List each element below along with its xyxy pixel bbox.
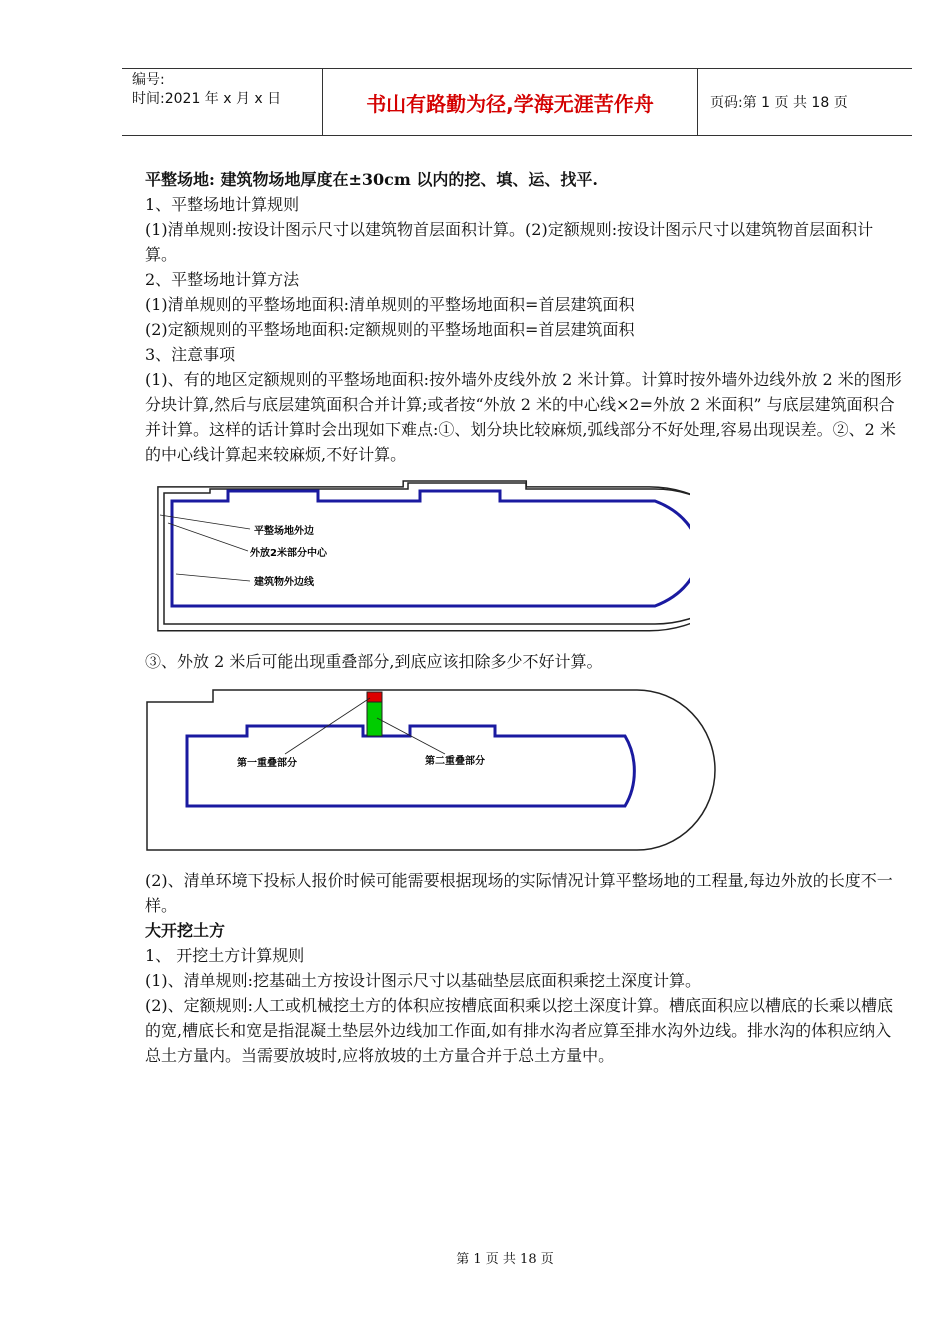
page-footer: 第 1 页 共 18 页 xyxy=(456,1252,554,1267)
section1-method-heading: 2、平整场地计算方法 xyxy=(145,270,300,289)
doc-number-label: 编号: xyxy=(132,72,165,88)
overlap-part-2 xyxy=(367,702,382,736)
section1-method-1: (1)清单规则的平整场地面积:清单规则的平整场地面积=首层建筑面积 xyxy=(145,295,635,314)
label-overlap-2: 第二重叠部分 xyxy=(425,756,485,767)
section2-rule-heading: 1、 开挖土方计算规则 xyxy=(145,946,305,965)
header-motto: 书山有路勤为径,学海无涯苦作舟 xyxy=(323,69,698,135)
figure-site-offset xyxy=(150,479,690,639)
label-site-outer: 平整场地外边 xyxy=(254,526,314,537)
section1-rule-text: (1)清单规则:按设计图示尺寸以建筑物首层面积计算。(2)定额规则:按设计图示尺寸以建筑物首层面积计算。 xyxy=(145,220,874,264)
label-offset-center: 外放2米部分中心 xyxy=(250,548,327,559)
section1-note-2: (2)、清单环境下投标人报价时候可能需要根据现场的实际情况计算平整场地的工程量,每边外放的长度不一样。 xyxy=(145,871,893,915)
section2-rule-1: (1)、清单规则:挖基础土方按设计图示尺寸以基础垫层底面积乘挖土深度计算。 xyxy=(145,971,702,990)
figure-overlap xyxy=(145,688,720,858)
overlap-outer-boundary xyxy=(147,690,715,850)
label-building-line: 建筑物外边线 xyxy=(254,577,314,588)
site-middle-line xyxy=(164,483,690,624)
overlap-part-1 xyxy=(367,692,382,702)
section2-rule-2: (2)、定额规则:人工或机械挖土方的体积应按槽底面积乘以挖土深度计算。槽底面积应以槽底的长乘以槽底的宽,槽底长和宽是指混凝土垫层外边线加工作面,如有排水沟者应算至排水沟外边线。排水沟的体积应纳入总土方量内。当需要放坡时,应将放坡的土方量合并于总土方量中。 xyxy=(145,996,894,1065)
section1-title: 平整场地: 建筑物场地厚度在±30cm 以内的挖、填、运、找平. xyxy=(145,170,598,189)
section2-title: 大开挖土方 xyxy=(145,921,226,940)
section1-note-1: (1)、有的地区定额规则的平整场地面积:按外墙外皮线外放 2 米计算。计算时按外墙外边线外放 2 米的图形分块计算,然后与底层建筑面积合并计算;或者按“外放 2 米的中心线×2=外放 2 米面积” 与底层建筑面积合并计算。这样的话计算时会出现如下难点:①、划分块比较麻烦,弧线部分不好处理,容易出现误差。②、2 米的中心线计算起来较麻烦,不好计算。 xyxy=(145,370,902,464)
page-header xyxy=(122,68,912,136)
header-page-label: 页码:第 1 页 共 18 页 xyxy=(710,95,848,111)
section1-notes-heading: 3、注意事项 xyxy=(145,345,236,364)
section1-note-3: ③、外放 2 米后可能出现重叠部分,到底应该扣除多少不好计算。 xyxy=(145,652,603,671)
site-outer-boundary xyxy=(158,481,690,631)
doc-time-label: 时间:2021 年 x 月 x 日 xyxy=(132,91,282,107)
leader-3 xyxy=(176,574,250,581)
document-body xyxy=(145,167,905,1068)
label-overlap-1: 第一重叠部分 xyxy=(237,758,297,769)
section1-rule-heading: 1、平整场地计算规则 xyxy=(145,195,300,214)
section1-method-2: (2)定额规则的平整场地面积:定额规则的平整场地面积=首层建筑面积 xyxy=(145,320,635,339)
header-meta xyxy=(122,69,323,135)
